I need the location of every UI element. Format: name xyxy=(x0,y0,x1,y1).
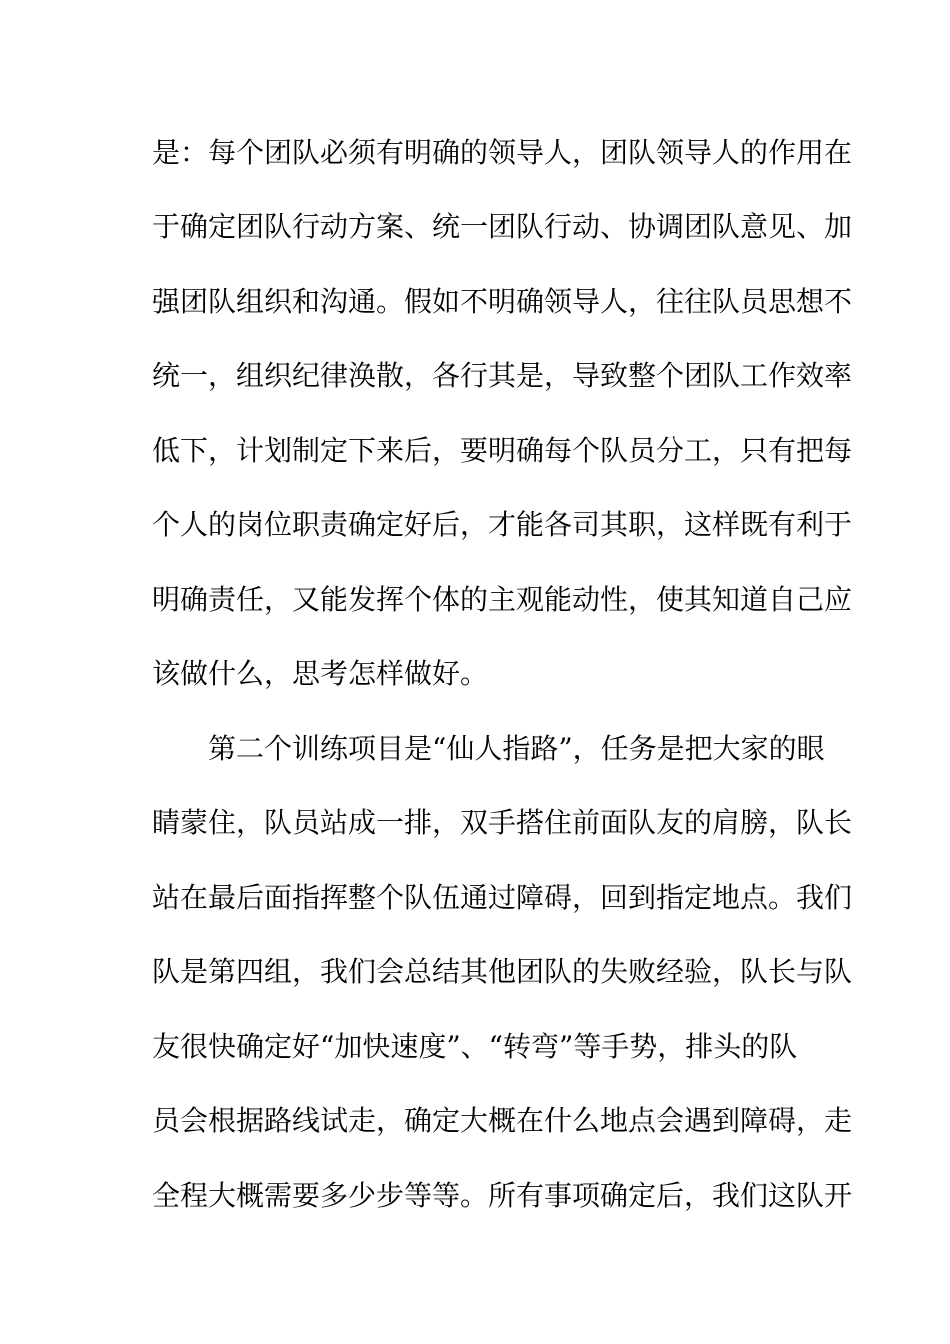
paragraph-line: 强团队组织和沟通。假如不明确领导人，往往队员思想不 xyxy=(152,285,853,318)
paragraph-line: 全程大概需要多少步等等。所有事项确定后，我们这队开 xyxy=(152,1179,853,1212)
paragraph-line: 低下，计划制定下来后，要明确每个队员分工，只有把每 xyxy=(152,434,853,467)
paragraph-line: 个人的岗位职责确定好后，才能各司其职，这样既有利于 xyxy=(152,508,853,541)
paragraph-line: 于确定团队行动方案、统一团队行动、协调团队意见、加 xyxy=(152,210,853,243)
paragraph-line: 站在最后面指挥整个队伍通过障碍，回到指定地点。我们 xyxy=(152,881,853,914)
paragraph-line-indented: 第二个训练项目是“仙人指路”，任务是把大家的眼 xyxy=(208,732,825,765)
paragraph-line: 睛蒙住，队员站成一排，双手搭住前面队友的肩膀，队长 xyxy=(152,806,853,839)
paragraph-line: 员会根据路线试走，确定大概在什么地点会遇到障碍，走 xyxy=(152,1104,853,1137)
paragraph-line: 明确责任，又能发挥个体的主观能动性，使其知道自己应 xyxy=(152,583,853,616)
paragraph-line: 队是第四组，我们会总结其他团队的失败经验，队长与队 xyxy=(152,955,853,988)
paragraph-line: 统一，组织纪律涣散，各行其是，导致整个团队工作效率 xyxy=(152,359,853,392)
paragraph-line: 该做什么，思考怎样做好。 xyxy=(152,657,489,690)
paragraph-line: 是：每个团队必须有明确的领导人，团队领导人的作用在 xyxy=(152,136,853,169)
paragraph-line: 友很快确定好“加快速度”、“转弯”等手势，排头的队 xyxy=(152,1030,798,1063)
